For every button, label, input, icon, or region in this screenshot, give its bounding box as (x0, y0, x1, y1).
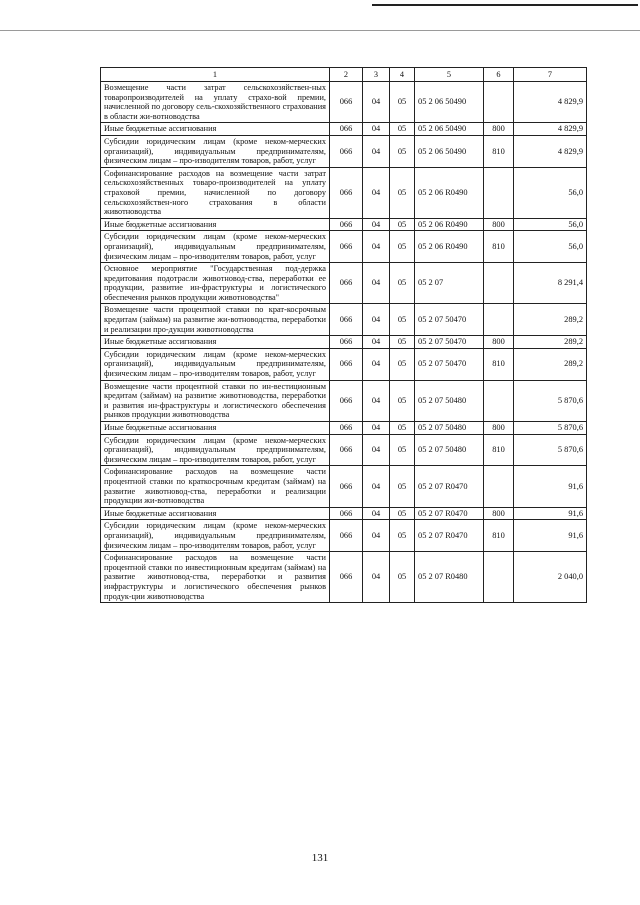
row-subsection-code: 05 (390, 520, 415, 552)
row-description: Софинансирование расходов на возмещение части затрат сельскохозяйственных товаро-производителей на уплату страховой премии, начисленной по договору сельскохозяйствен-ного страхования в области животноводства (101, 167, 330, 218)
row-subsection-code: 05 (390, 336, 415, 349)
row-amount: 4 829,9 (514, 135, 587, 167)
table-row (101, 123, 587, 136)
row-ministry-code: 066 (330, 422, 363, 435)
row-ministry-code: 066 (330, 552, 363, 603)
row-subsection-code: 05 (390, 380, 415, 421)
row-target-code: 05 2 07 50480 (415, 380, 484, 421)
header-cell: 5 (415, 68, 484, 82)
table-row (101, 466, 587, 507)
table-row (101, 552, 587, 603)
row-subsection-code: 05 (390, 304, 415, 336)
row-expense-type (484, 552, 514, 603)
header-divider (0, 30, 640, 31)
row-description: Софинансирование расходов на возмещение части процентной ставки по краткосрочным кредитам (займам) на развитие животновод-ства, переработки и реализации продукции жи-вотноводства (101, 466, 330, 507)
row-subsection-code: 05 (390, 422, 415, 435)
row-expense-type: 800 (484, 123, 514, 136)
row-section-code: 04 (363, 336, 390, 349)
table-row (101, 135, 587, 167)
row-ministry-code: 066 (330, 434, 363, 466)
row-description: Основное мероприятие "Государственная под-держка кредитования подотрасли животновод-ства, переработки ее продукции, развитие ин-фраструктуры и логистического обеспечения рынков продукции животноводства" (101, 263, 330, 304)
row-subsection-code: 05 (390, 434, 415, 466)
row-target-code: 05 2 07 R0480 (415, 552, 484, 603)
row-ministry-code: 066 (330, 218, 363, 231)
row-subsection-code: 05 (390, 82, 415, 123)
row-ministry-code: 066 (330, 507, 363, 520)
row-ministry-code: 066 (330, 348, 363, 380)
row-amount: 5 870,6 (514, 422, 587, 435)
row-expense-type (484, 167, 514, 218)
row-description: Возмещение части процентной ставки по ин-вестиционным кредитам (займам) на развитие животноводства, переработки и развития ин-фраструктуры и логистического обеспечения рынков продукции животноводства (101, 380, 330, 421)
row-description: Иные бюджетные ассигнования (101, 422, 330, 435)
row-ministry-code: 066 (330, 466, 363, 507)
row-expense-type (484, 380, 514, 421)
table-body (101, 82, 587, 603)
budget-table (100, 67, 587, 603)
table-row (101, 507, 587, 520)
row-expense-type: 800 (484, 422, 514, 435)
table-row (101, 520, 587, 552)
row-section-code: 04 (363, 507, 390, 520)
row-ministry-code: 066 (330, 167, 363, 218)
row-subsection-code: 05 (390, 218, 415, 231)
row-amount: 289,2 (514, 304, 587, 336)
row-description: Иные бюджетные ассигнования (101, 507, 330, 520)
row-target-code: 05 2 06 50490 (415, 123, 484, 136)
row-description: Возмещение части процентной ставки по крат-косрочным кредитам (займам) на развитие жи-вотноводства, переработки и реализации про-дукции животноводства (101, 304, 330, 336)
row-target-code: 05 2 06 50490 (415, 135, 484, 167)
table-row (101, 348, 587, 380)
row-ministry-code: 066 (330, 231, 363, 263)
row-target-code: 05 2 07 50470 (415, 304, 484, 336)
row-section-code: 04 (363, 218, 390, 231)
row-section-code: 04 (363, 82, 390, 123)
table-row (101, 380, 587, 421)
row-amount: 5 870,6 (514, 434, 587, 466)
row-expense-type: 810 (484, 348, 514, 380)
row-section-code: 04 (363, 231, 390, 263)
row-amount: 289,2 (514, 336, 587, 349)
page-number: 131 (311, 852, 329, 864)
row-description: Иные бюджетные ассигнования (101, 336, 330, 349)
table-row (101, 263, 587, 304)
header-cell: 7 (514, 68, 587, 82)
header-cell: 1 (101, 68, 330, 82)
row-subsection-code: 05 (390, 263, 415, 304)
header-cell: 2 (330, 68, 363, 82)
row-target-code: 05 2 06 50490 (415, 82, 484, 123)
row-ministry-code: 066 (330, 82, 363, 123)
header-cell: 4 (390, 68, 415, 82)
row-description: Субсидии юридическим лицам (кроме неком-мерческих организаций), индивидуальным предпринимателям, физическим лицам – про-изводителям товаров, работ, услуг (101, 231, 330, 263)
row-target-code: 05 2 07 (415, 263, 484, 304)
row-section-code: 04 (363, 167, 390, 218)
row-section-code: 04 (363, 135, 390, 167)
row-target-code: 05 2 07 50480 (415, 422, 484, 435)
row-section-code: 04 (363, 520, 390, 552)
row-expense-type: 810 (484, 434, 514, 466)
row-section-code: 04 (363, 380, 390, 421)
header-row (101, 68, 587, 82)
row-subsection-code: 05 (390, 348, 415, 380)
table-row (101, 218, 587, 231)
row-description: Субсидии юридическим лицам (кроме неком-мерческих организаций), индивидуальным предпринимателям, физическим лицам – про-изводителям товаров, работ, услуг (101, 348, 330, 380)
table-row (101, 336, 587, 349)
row-subsection-code: 05 (390, 123, 415, 136)
row-expense-type (484, 466, 514, 507)
row-expense-type (484, 263, 514, 304)
row-ministry-code: 066 (330, 520, 363, 552)
row-subsection-code: 05 (390, 552, 415, 603)
row-target-code: 05 2 07 R0470 (415, 507, 484, 520)
row-ministry-code: 066 (330, 380, 363, 421)
row-expense-type: 810 (484, 520, 514, 552)
row-subsection-code: 05 (390, 231, 415, 263)
row-expense-type (484, 304, 514, 336)
row-expense-type: 800 (484, 218, 514, 231)
row-section-code: 04 (363, 422, 390, 435)
row-section-code: 04 (363, 466, 390, 507)
row-ministry-code: 066 (330, 304, 363, 336)
table-row (101, 422, 587, 435)
table-row (101, 82, 587, 123)
row-description: Софинансирование расходов на возмещение части процентной ставки по инвестиционным кредитам (займам) на развитие животновод-ства, переработки и развития инфраструктуры и логистического обеспечения рынков продук-ции животноводства (101, 552, 330, 603)
row-expense-type: 800 (484, 507, 514, 520)
row-subsection-code: 05 (390, 466, 415, 507)
row-target-code: 05 2 06 R0490 (415, 167, 484, 218)
table-row (101, 304, 587, 336)
row-expense-type (484, 82, 514, 123)
row-subsection-code: 05 (390, 507, 415, 520)
row-ministry-code: 066 (330, 336, 363, 349)
row-section-code: 04 (363, 304, 390, 336)
row-amount: 4 829,9 (514, 82, 587, 123)
row-amount: 91,6 (514, 466, 587, 507)
row-amount: 56,0 (514, 231, 587, 263)
row-section-code: 04 (363, 552, 390, 603)
row-description: Возмещение части затрат сельскохозяйствен-ных товаропроизводителей на уплату страхо-вой премии, начисленной по договору сель-скохозяйственного страхования в области жи-вотноводства (101, 82, 330, 123)
row-amount: 2 040,0 (514, 552, 587, 603)
row-section-code: 04 (363, 348, 390, 380)
row-amount: 8 291,4 (514, 263, 587, 304)
row-description: Субсидии юридическим лицам (кроме неком-мерческих организаций), индивидуальным предпринимателям, физическим лицам – про-изводителям товаров, работ, услуг (101, 135, 330, 167)
row-expense-type: 810 (484, 135, 514, 167)
row-amount: 56,0 (514, 167, 587, 218)
row-target-code: 05 2 07 50470 (415, 336, 484, 349)
row-ministry-code: 066 (330, 263, 363, 304)
row-description: Иные бюджетные ассигнования (101, 123, 330, 136)
top-rule (372, 4, 638, 6)
row-description: Иные бюджетные ассигнования (101, 218, 330, 231)
row-amount: 289,2 (514, 348, 587, 380)
row-expense-type: 800 (484, 336, 514, 349)
table-row (101, 231, 587, 263)
row-section-code: 04 (363, 434, 390, 466)
table-row (101, 434, 587, 466)
row-target-code: 05 2 07 50480 (415, 434, 484, 466)
row-ministry-code: 066 (330, 135, 363, 167)
row-target-code: 05 2 07 50470 (415, 348, 484, 380)
header-cell: 6 (484, 68, 514, 82)
row-amount: 91,6 (514, 507, 587, 520)
row-target-code: 05 2 07 R0470 (415, 520, 484, 552)
row-ministry-code: 066 (330, 123, 363, 136)
row-section-code: 04 (363, 123, 390, 136)
header-cell: 3 (363, 68, 390, 82)
row-target-code: 05 2 06 R0490 (415, 218, 484, 231)
row-description: Субсидии юридическим лицам (кроме неком-мерческих организаций), индивидуальным предпринимателям, физическим лицам – про-изводителям товаров, работ, услуг (101, 434, 330, 466)
row-amount: 4 829,9 (514, 123, 587, 136)
row-subsection-code: 05 (390, 135, 415, 167)
table-row (101, 167, 587, 218)
row-subsection-code: 05 (390, 167, 415, 218)
row-description: Субсидии юридическим лицам (кроме неком-мерческих организаций), индивидуальным предпринимателям, физическим лицам – про-изводителям товаров, работ, услуг (101, 520, 330, 552)
row-amount: 5 870,6 (514, 380, 587, 421)
row-expense-type: 810 (484, 231, 514, 263)
row-target-code: 05 2 07 R0470 (415, 466, 484, 507)
row-amount: 91,6 (514, 520, 587, 552)
row-amount: 56,0 (514, 218, 587, 231)
row-section-code: 04 (363, 263, 390, 304)
row-target-code: 05 2 06 R0490 (415, 231, 484, 263)
